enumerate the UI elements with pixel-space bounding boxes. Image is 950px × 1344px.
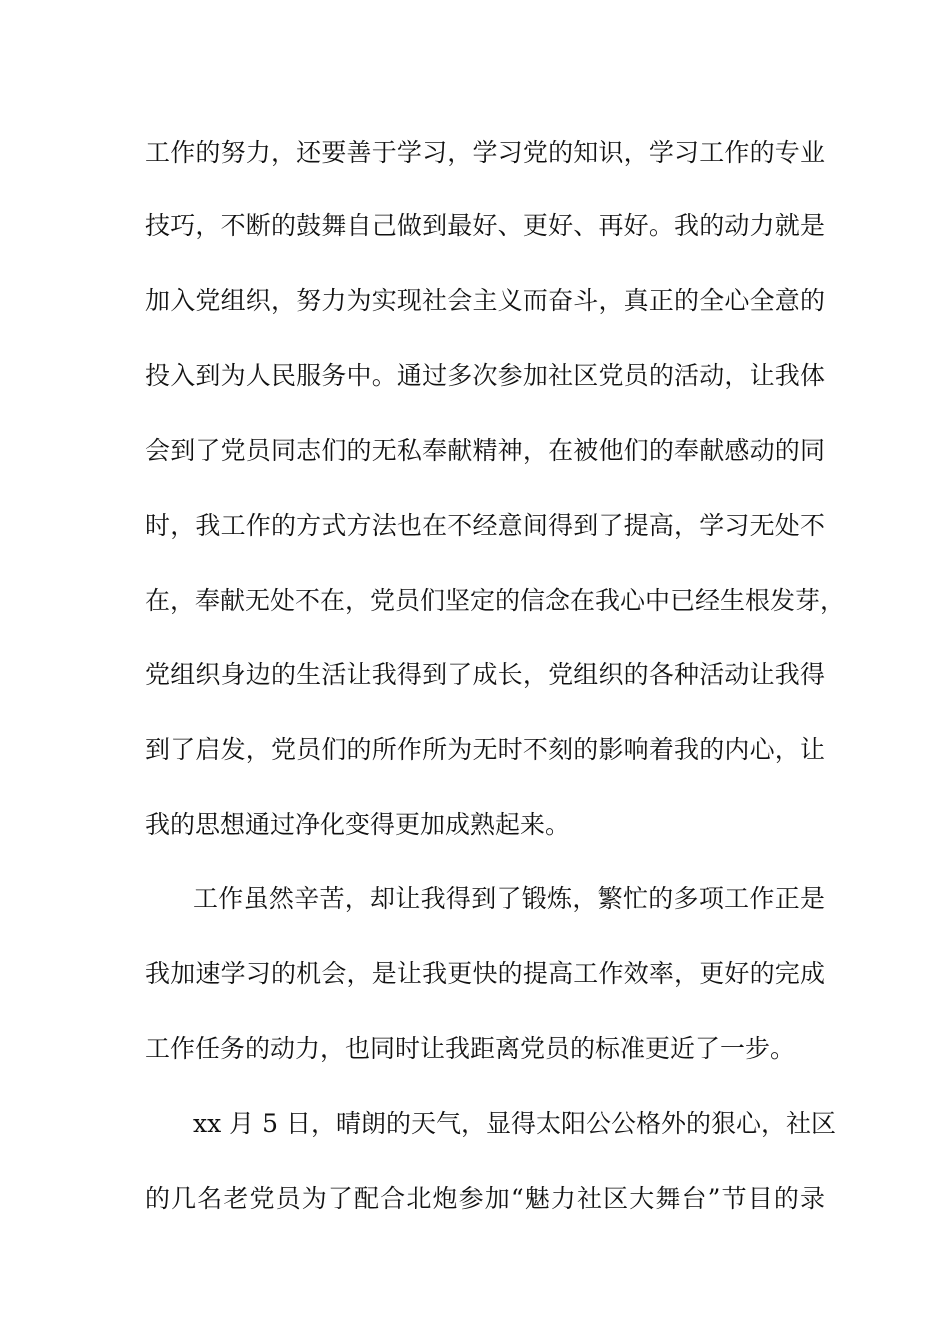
- text-line: 工作任务的动力，也同时让我距离党员的标准更近了一步。: [145, 1034, 796, 1063]
- text-line: 时，我工作的方式方法也在不经意间得到了提高，学习无处不: [145, 511, 825, 540]
- text-line: 工作的努力，还要善于学习，学习党的知识，学习工作的专业: [145, 138, 825, 167]
- text-line: 加入党组织，努力为实现社会主义而奋斗，真正的全心全意的: [145, 286, 825, 315]
- text-line: 我加速学习的机会，是让我更快的提高工作效率，更好的完成: [145, 959, 825, 988]
- text-line: 的几名老党员为了配合北炮参加“魅力社区大舞台”节目的录: [145, 1184, 825, 1213]
- text-line: 在，奉献无处不在，党员们坚定的信念在我心中已经生根发芽，: [145, 586, 846, 615]
- text-line: 我的思想通过净化变得更加成熟起来。: [145, 810, 571, 839]
- text-line: 工作虽然辛苦，却让我得到了锻炼，繁忙的多项工作正是: [193, 884, 825, 913]
- text-line: xx 月 5 日，晴朗的天气，显得太阳公公格外的狠心，社区: [193, 1109, 836, 1138]
- text-line: 到了启发，党员们的所作所为无时不刻的影响着我的内心，让: [145, 735, 825, 764]
- text-line: 会到了党员同志们的无私奉献精神，在被他们的奉献感动的同: [145, 436, 825, 465]
- text-line: 党组织身边的生活让我得到了成长，党组织的各种活动让我得: [145, 660, 825, 689]
- text-line: 投入到为人民服务中。通过多次参加社区党员的活动，让我体: [145, 361, 825, 390]
- text-line: 技巧，不断的鼓舞自己做到最好、更好、再好。我的动力就是: [145, 211, 825, 240]
